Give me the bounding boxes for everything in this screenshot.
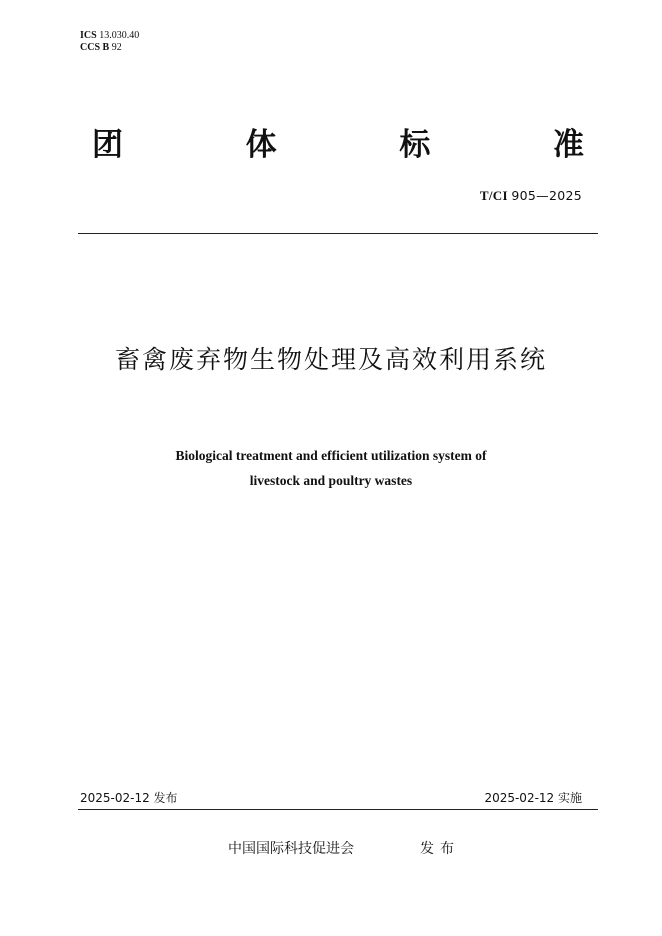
standard-type-char: 体	[245, 127, 277, 163]
english-title-line-2: livestock and poultry wastes	[249, 473, 413, 488]
ccs-code: 92	[111, 42, 122, 53]
classification-codes	[80, 30, 139, 54]
standard-number-value: 905—2025	[511, 188, 582, 203]
ics-line	[80, 30, 139, 42]
standard-type-title	[92, 125, 584, 165]
ccs-label: CCS B	[80, 42, 110, 53]
ics-label: ICS	[80, 30, 97, 41]
standard-number-prefix: T/CI	[479, 188, 508, 203]
publish-date: 2025-02-12 发布	[80, 791, 178, 805]
english-title	[0, 443, 662, 493]
ccs-line	[80, 42, 139, 54]
standard-type-char: 标	[399, 127, 431, 163]
issuing-organization: 中国国际科技促进会	[228, 841, 354, 857]
standard-number	[480, 188, 582, 204]
issue-action: 发布	[420, 841, 460, 857]
standard-type-char: 团	[92, 127, 123, 163]
ics-code: 13.030.40	[99, 30, 140, 41]
standard-type-char: 准	[552, 127, 584, 163]
top-divider	[78, 233, 598, 234]
bottom-divider	[78, 809, 598, 810]
implement-date: 2025-02-12 实施	[484, 791, 582, 805]
chinese-title: 畜禽废弃物生物处理及高效利用系统	[114, 345, 547, 374]
english-title-line-1: Biological treatment and efficient utilization system of	[175, 448, 487, 463]
